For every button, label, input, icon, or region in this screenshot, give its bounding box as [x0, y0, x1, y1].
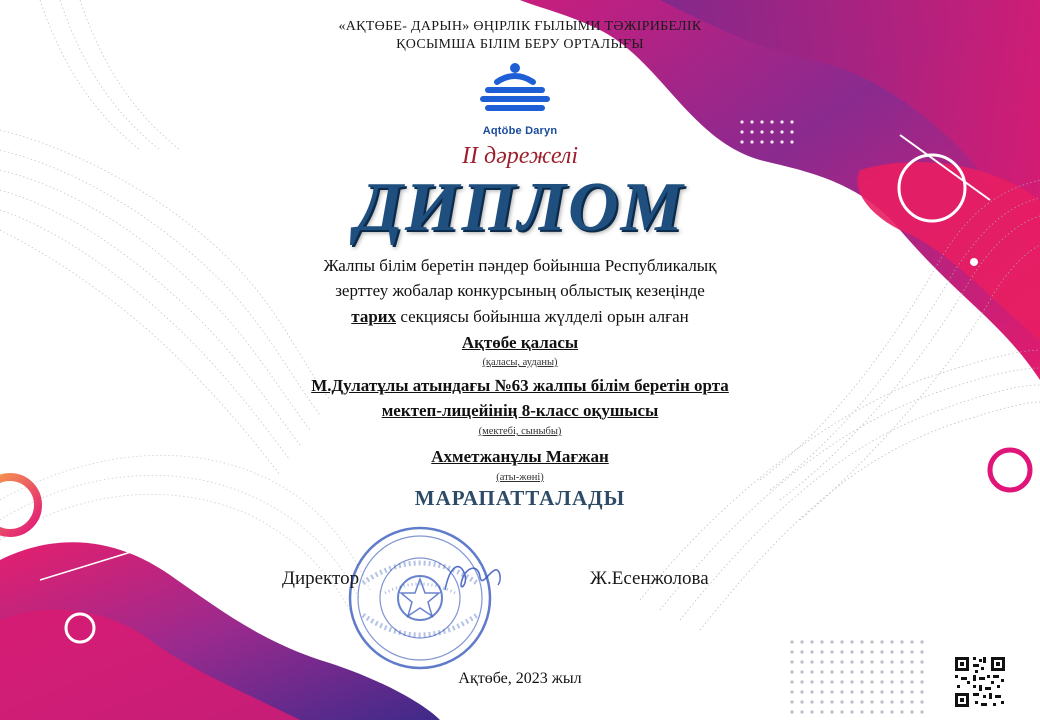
city-caption: (қаласы, ауданы) — [482, 357, 558, 368]
school-line-2: мектеп-лицейінің 8-класс оқушысы — [381, 401, 659, 420]
signature-role: Директор — [282, 568, 360, 589]
degree-label: ІІ дәрежелі — [461, 143, 579, 169]
qr-code-icon — [953, 655, 1007, 709]
body-line-2: зерттеу жобалар конкурсының облыстық кезеңінде — [335, 281, 705, 300]
footer-city-year: Ақтөбе, 2023 жыл — [458, 670, 582, 687]
diploma-title: ДИПЛОМ — [355, 169, 685, 246]
subject-name: тарих — [351, 307, 397, 326]
student-name: Ахметжанұлы Мағжан — [431, 447, 609, 466]
body-line-3 — [0, 306, 1040, 328]
signature-icon — [440, 555, 510, 600]
logo-caption: Aqtöbe Daryn — [482, 125, 558, 137]
body-line-1: Жалпы білім беретін пәндер бойынша Республикалық — [323, 256, 717, 275]
body-line-3-rest: секциясы бойынша жүлделі орын алған — [396, 307, 689, 326]
organization-name-line2: ҚОСЫМША БІЛІМ БЕРУ ОРТАЛЫҒЫ — [396, 37, 644, 52]
city-value: Ақтөбе қаласы — [461, 333, 579, 352]
daryn-logo-icon — [470, 60, 560, 122]
student-caption: (аты-жөні) — [496, 472, 544, 483]
school-line-1: М.Дулатұлы атындағы №63 жалпы білім беретін орта — [311, 376, 729, 395]
organization-name-line1: «АҚТӨБЕ- ДАРЫН» ӨҢІРЛІК ҒЫЛЫМИ ТӘЖІРИБЕЛІК — [338, 19, 702, 34]
signature-name: Ж.Есенжолова — [590, 568, 709, 589]
award-text: МАРАПАТТАЛАДЫ — [414, 486, 626, 510]
school-caption: (мектебі, сыныбы) — [478, 426, 562, 437]
